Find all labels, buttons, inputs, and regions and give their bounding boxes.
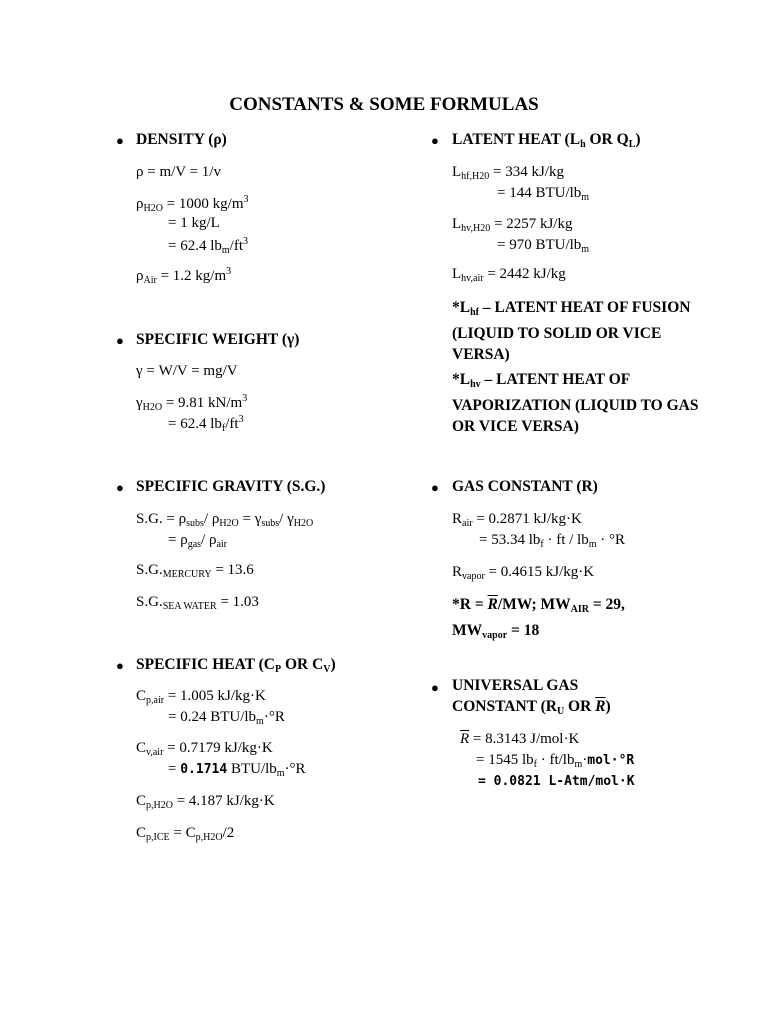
- density-line: ρ = m/V = 1/v: [136, 164, 221, 180]
- universal-gas-constant-line: $\overline{R} = 8.3143$ J/mol·K: [460, 731, 580, 747]
- specific-weight-line: γ = W/V = mg/V: [136, 363, 238, 379]
- latent-heat-line: = 970 BTU/$lb_m$: [497, 237, 590, 255]
- bullet-icon: ●: [431, 480, 439, 495]
- universal-gas-constant-heading: UNIVERSAL GAS: [452, 677, 579, 694]
- latent-heat-line: $L_{hv,air} = 2442$ kJ/kg: [452, 266, 566, 284]
- bullet-icon: ●: [116, 133, 124, 148]
- latent-heat-line: $L_{hf,H20} = 334$ kJ/kg: [452, 164, 564, 182]
- universal-gas-constant-heading: CONSTANT ($R_U$ OR $\overline{R}$): [452, 698, 611, 717]
- latent-heat-line: = 144 BTU/$lb_m$: [497, 185, 590, 203]
- specific-weight-heading: SPECIFIC WEIGHT (γ): [136, 331, 300, 348]
- latent-heat-line: $L_{hv,H20} = 2257$ kJ/kg: [452, 216, 573, 234]
- density-water-line: = 62.4 $lb_m/ft^3$: [168, 236, 249, 256]
- latent-heat-heading: LATENT HEAT ($L_h$ OR $Q_L$): [452, 131, 641, 150]
- specific-weight-line: = 62.4 $lb_f/ft^3$: [168, 414, 244, 434]
- universal-gas-constant-line: = 1545 $lb_f \cdot ft/lb_m\cdot mol\cdot^\circ R$: [476, 752, 635, 770]
- bullet-icon: ●: [431, 133, 439, 148]
- gas-constant-heading: GAS CONSTANT (R): [452, 478, 598, 495]
- latent-heat-vaporization-note: $*L_{hv}$ – LATENT HEAT OF VAPORIZATION (LIQUID TO GAS OR VICE VERSA): [452, 371, 699, 435]
- density-water-line: $\rho_{H2O} = 1000$ $kg/m^3$: [136, 194, 249, 214]
- specific-heat-line: $C_{p,H2O} = 4.187$ kJ/kg·K: [136, 793, 275, 811]
- gas-constant-line: $R_{air} = 0.2871$ kJ/kg·K: [452, 511, 582, 529]
- specific-gravity-line: $S.G._{MERCURY} = 13.6$: [136, 562, 254, 580]
- specific-heat-line: $C_{v,air} = 0.7179$ kJ/kg·K: [136, 740, 273, 758]
- specific-gravity-heading: SPECIFIC GRAVITY (S.G.): [136, 478, 326, 495]
- specific-gravity-line: S.G. = $\rho_{subs}/$ $\rho_{H2O} = \gamma_{subs}/$ $\gamma_{H2O}$: [136, 511, 314, 529]
- gas-constant-line: = 53.34 $lb_f$ · ft / $lb_m \cdot ^\circ R$: [479, 532, 626, 550]
- page-title: CONSTANTS & SOME FORMULAS: [229, 94, 539, 115]
- specific-heat-line: = 0.1714 BTU/$lb_m\cdot^\circ R$: [168, 761, 306, 779]
- bullet-icon: ●: [431, 680, 439, 695]
- density-air-line: $\rho_{Air} = 1.2$ $kg/m^3$: [136, 266, 232, 286]
- specific-heat-line: = 0.24 BTU/$lb_m\cdot^\circ R$: [168, 709, 285, 727]
- bullet-icon: ●: [116, 658, 124, 673]
- bullet-icon: ●: [116, 333, 124, 348]
- specific-weight-line: $\gamma_{H2O} = 9.81$ $kN/m^3$: [136, 393, 248, 413]
- latent-heat-fusion-note: $*L_{hf}$ – LATENT HEAT OF FUSION (LIQUID TO SOLID OR VICE VERSA): [452, 299, 691, 363]
- specific-heat-line: $C_{p,ICE} = C_{p,H2O}/2$: [136, 825, 235, 843]
- bullet-icon: ●: [116, 480, 124, 495]
- specific-gravity-line: $S.G._{SEA WATER} = 1.03$: [136, 594, 259, 612]
- specific-heat-line: $C_{p,air} = 1.005$ kJ/kg·K: [136, 688, 266, 706]
- gas-constant-note: $*R = \overline{R}/MW$; $MW_{AIR} = 29$, $MW_{vapor} = 18$: [452, 596, 625, 641]
- gas-constant-line: $R_{vapor} = 0.4615$ kJ/kg·K: [452, 564, 595, 582]
- universal-gas-constant-line: = 0.0821 L-Atm/mol·K: [478, 774, 635, 789]
- specific-heat-heading: SPECIFIC HEAT ($C_P$ OR $C_V$): [136, 656, 336, 675]
- density-water-line: = 1 kg/L: [168, 215, 220, 231]
- specific-gravity-line: = $\rho_{gas}/$ $\rho_{air}$: [168, 532, 227, 550]
- density-heading: DENSITY (ρ): [136, 131, 227, 148]
